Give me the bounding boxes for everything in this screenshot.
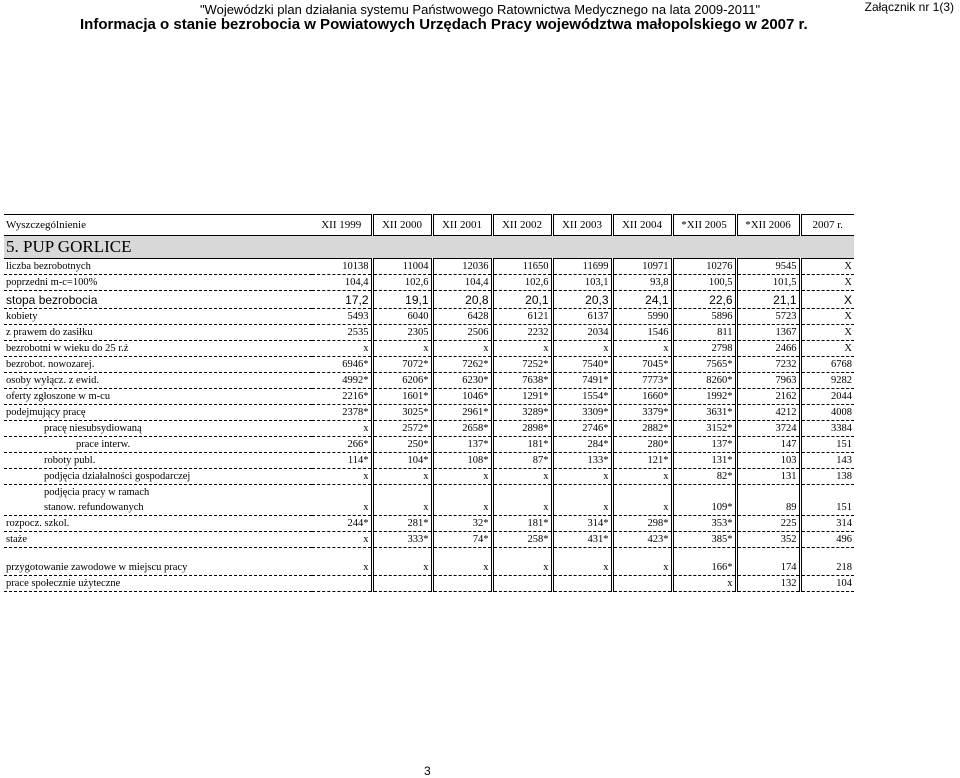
row-value: x xyxy=(552,500,612,516)
section-row xyxy=(4,236,854,259)
row-value: x xyxy=(312,341,372,357)
row-value: 109* xyxy=(672,500,736,516)
row-value: 6040 xyxy=(372,309,432,325)
row-value xyxy=(372,485,432,501)
row-value: 2305 xyxy=(372,325,432,341)
header-cell-2006: *XII 2006 xyxy=(736,215,800,236)
table-row xyxy=(4,309,854,325)
row-value: x xyxy=(372,469,432,485)
row-value xyxy=(312,485,372,501)
row-value: x xyxy=(492,560,552,576)
row-value: 7963 xyxy=(736,373,800,389)
document-title: Informacja o stanie bezrobocia w Powiatowych Urzędach Pracy województwa małopolskiego w 2007 r. xyxy=(80,16,808,33)
row-value: 103 xyxy=(736,453,800,469)
row-value: 104,4 xyxy=(432,275,492,291)
row-value: 1546 xyxy=(612,325,672,341)
row-value: 2034 xyxy=(552,325,612,341)
row-label: podjęcia pracy w ramach xyxy=(44,487,150,498)
row-value: x xyxy=(492,469,552,485)
row-value: x xyxy=(372,500,432,516)
row-value: 32* xyxy=(432,516,492,532)
row-value: 102,6 xyxy=(372,275,432,291)
row-value: x xyxy=(312,500,372,516)
row-value: 4008 xyxy=(800,405,854,421)
row-value: 298* xyxy=(612,516,672,532)
row-label: osoby wyłącz. z ewid. xyxy=(4,373,312,389)
row-value: 6768 xyxy=(800,357,854,373)
row-value: x xyxy=(552,560,612,576)
header-cell-2001: XII 2001 xyxy=(432,215,492,236)
row-value: 2378* xyxy=(312,405,372,421)
table-row xyxy=(4,389,854,405)
row-value: 10971 xyxy=(612,259,672,275)
row-value xyxy=(432,485,492,501)
row-label: podejmujący pracę xyxy=(4,405,312,421)
row-value xyxy=(432,576,492,592)
row-value: 131 xyxy=(736,469,800,485)
row-value: 3025* xyxy=(372,405,432,421)
row-value: 137* xyxy=(672,437,736,453)
row-value: 1291* xyxy=(492,389,552,405)
table-row xyxy=(4,357,854,373)
row-value: x xyxy=(552,341,612,357)
row-value: 24,1 xyxy=(612,291,672,309)
row-value: 181* xyxy=(492,516,552,532)
table-row xyxy=(4,325,854,341)
row-label: bezrobotni w wieku do 25 r.ż xyxy=(4,341,312,357)
row-value: X xyxy=(800,275,854,291)
row-value: 151 xyxy=(800,437,854,453)
row-value: x xyxy=(312,421,372,437)
row-value: X xyxy=(800,259,854,275)
table-row xyxy=(4,469,854,485)
row-value: 6428 xyxy=(432,309,492,325)
table-row xyxy=(4,548,854,561)
row-value xyxy=(492,548,552,561)
row-value: 174 xyxy=(736,560,800,576)
row-value: x xyxy=(372,560,432,576)
annex-label: Załącznik nr 1(3) xyxy=(864,0,954,14)
row-value xyxy=(612,485,672,501)
row-value: x xyxy=(672,576,736,592)
row-label: kobiety xyxy=(4,309,312,325)
header-cell-2005: *XII 2005 xyxy=(672,215,736,236)
row-value: 5493 xyxy=(312,309,372,325)
row-value: 11650 xyxy=(492,259,552,275)
row-value xyxy=(552,576,612,592)
row-value xyxy=(552,485,612,501)
header-cell-2003: XII 2003 xyxy=(552,215,612,236)
row-label: stanow. refundowanych xyxy=(4,500,312,516)
row-label xyxy=(4,548,312,561)
row-label: poprzedni m-c=100% xyxy=(4,275,312,291)
header-cell-2007: 2007 r. xyxy=(800,215,854,236)
row-value xyxy=(612,576,672,592)
row-value: 7262* xyxy=(432,357,492,373)
row-value: 6946* xyxy=(312,357,372,373)
row-value: 133* xyxy=(552,453,612,469)
table-row xyxy=(4,485,854,501)
row-label: stopa bezrobocia xyxy=(4,291,312,309)
row-value: 20,8 xyxy=(432,291,492,309)
row-value: 218 xyxy=(800,560,854,576)
row-value: 3289* xyxy=(492,405,552,421)
row-value: 6137 xyxy=(552,309,612,325)
row-value: 3724 xyxy=(736,421,800,437)
row-label: staże xyxy=(4,532,312,548)
row-value: X xyxy=(800,341,854,357)
row-value: x xyxy=(432,341,492,357)
row-value: 7565* xyxy=(672,357,736,373)
table-row xyxy=(4,291,854,309)
row-value: 2798 xyxy=(672,341,736,357)
row-value: 5896 xyxy=(672,309,736,325)
row-value: 333* xyxy=(372,532,432,548)
row-value: 2746* xyxy=(552,421,612,437)
row-value xyxy=(800,548,854,561)
row-value: 103,1 xyxy=(552,275,612,291)
table-header-row xyxy=(4,215,854,236)
row-value: 3309* xyxy=(552,405,612,421)
row-value: 811 xyxy=(672,325,736,341)
row-label: przygotowanie zawodowe w miejscu pracy xyxy=(4,560,312,576)
row-value: 431* xyxy=(552,532,612,548)
header-cell-2000: XII 2000 xyxy=(372,215,432,236)
row-value: 11699 xyxy=(552,259,612,275)
row-value: 2572* xyxy=(372,421,432,437)
row-value: 17,2 xyxy=(312,291,372,309)
header-cell-1999: XII 1999 xyxy=(312,215,372,236)
row-value: 101,5 xyxy=(736,275,800,291)
row-value: 7252* xyxy=(492,357,552,373)
header-cell-2004: XII 2004 xyxy=(612,215,672,236)
table-row xyxy=(4,275,854,291)
row-value: 3631* xyxy=(672,405,736,421)
row-value: 2658* xyxy=(432,421,492,437)
row-value: 102,6 xyxy=(492,275,552,291)
row-value: 5990 xyxy=(612,309,672,325)
row-value xyxy=(612,548,672,561)
row-value: 385* xyxy=(672,532,736,548)
row-value: 314 xyxy=(800,516,854,532)
row-value xyxy=(736,548,800,561)
section-title: 5. PUP GORLICE xyxy=(4,236,854,259)
row-value: 104* xyxy=(372,453,432,469)
row-value: 5723 xyxy=(736,309,800,325)
table-row xyxy=(4,421,854,437)
row-value: 2232 xyxy=(492,325,552,341)
table-row xyxy=(4,560,854,576)
row-value: 352 xyxy=(736,532,800,548)
row-value: 266* xyxy=(312,437,372,453)
row-value: x xyxy=(612,469,672,485)
header-cell-2002: XII 2002 xyxy=(492,215,552,236)
row-value: 7045* xyxy=(612,357,672,373)
row-value xyxy=(672,548,736,561)
row-value: 244* xyxy=(312,516,372,532)
table-row xyxy=(4,259,854,275)
row-label: roboty publ. xyxy=(4,453,312,469)
row-value: 1554* xyxy=(552,389,612,405)
table-row xyxy=(4,453,854,469)
row-value: 138 xyxy=(800,469,854,485)
page-number: 3 xyxy=(424,764,431,778)
row-label: bezrobot. nowozarej. xyxy=(4,357,312,373)
row-value: 20,1 xyxy=(492,291,552,309)
row-value xyxy=(672,485,736,501)
row-label: rozpocz. szkol. xyxy=(4,516,312,532)
row-value: x xyxy=(312,560,372,576)
row-label: prace społecznie użyteczne xyxy=(4,576,312,592)
row-value: 2466 xyxy=(736,341,800,357)
table-row xyxy=(4,500,854,516)
row-value: x xyxy=(552,469,612,485)
row-value: 4992* xyxy=(312,373,372,389)
row-value: 108* xyxy=(432,453,492,469)
row-value: 3152* xyxy=(672,421,736,437)
row-value: 74* xyxy=(432,532,492,548)
row-value: 19,1 xyxy=(372,291,432,309)
row-value: 1367 xyxy=(736,325,800,341)
row-value: 6206* xyxy=(372,373,432,389)
row-value: 7072* xyxy=(372,357,432,373)
row-value: 4212 xyxy=(736,405,800,421)
row-value: x xyxy=(432,560,492,576)
row-value: 6230* xyxy=(432,373,492,389)
row-value: 143 xyxy=(800,453,854,469)
row-value: x xyxy=(612,560,672,576)
row-value: 8260* xyxy=(672,373,736,389)
row-value: 166* xyxy=(672,560,736,576)
row-value: 147 xyxy=(736,437,800,453)
row-value xyxy=(736,485,800,501)
row-value: X xyxy=(800,309,854,325)
row-value: 22,6 xyxy=(672,291,736,309)
table-row xyxy=(4,341,854,357)
statistics-table xyxy=(4,214,854,592)
row-value: 21,1 xyxy=(736,291,800,309)
row-value: 1046* xyxy=(432,389,492,405)
row-value: 11004 xyxy=(372,259,432,275)
row-value xyxy=(492,576,552,592)
row-value: 132 xyxy=(736,576,800,592)
row-label: liczba bezrobotnych xyxy=(4,259,312,275)
row-value: 12036 xyxy=(432,259,492,275)
row-value xyxy=(492,485,552,501)
row-value: 89 xyxy=(736,500,800,516)
document-subtitle: "Wojewódzki plan działania systemu Państwowego Ratownictwa Medycznego na lata 2009-2011" xyxy=(199,2,761,17)
row-value: 6121 xyxy=(492,309,552,325)
row-value: 258* xyxy=(492,532,552,548)
row-value: 2882* xyxy=(612,421,672,437)
table-row xyxy=(4,532,854,548)
row-label: z prawem do zasiłku xyxy=(4,325,312,341)
row-value: 225 xyxy=(736,516,800,532)
table-row xyxy=(4,437,854,453)
row-value: 10276 xyxy=(672,259,736,275)
row-value: 82* xyxy=(672,469,736,485)
row-value xyxy=(312,576,372,592)
row-label: podjęcia działalności gospodarczej xyxy=(4,469,312,485)
row-value: x xyxy=(432,469,492,485)
row-value: 1992* xyxy=(672,389,736,405)
row-value xyxy=(800,485,854,501)
row-value: 20,3 xyxy=(552,291,612,309)
row-value: 151 xyxy=(800,500,854,516)
row-value: x xyxy=(612,500,672,516)
row-value: X xyxy=(800,291,854,309)
row-value: 7638* xyxy=(492,373,552,389)
row-value: 496 xyxy=(800,532,854,548)
row-value: 2535 xyxy=(312,325,372,341)
row-value xyxy=(552,548,612,561)
header-cell-label: Wyszczególnienie xyxy=(4,215,312,236)
row-value: 181* xyxy=(492,437,552,453)
row-value: 9282 xyxy=(800,373,854,389)
row-value xyxy=(372,576,432,592)
row-value xyxy=(312,548,372,561)
row-value: 353* xyxy=(672,516,736,532)
row-value: 2961* xyxy=(432,405,492,421)
row-value: 100,5 xyxy=(672,275,736,291)
row-value: 114* xyxy=(312,453,372,469)
row-value: 7491* xyxy=(552,373,612,389)
row-label: prace interw. xyxy=(4,437,312,453)
row-value: 10138 xyxy=(312,259,372,275)
row-value: 1601* xyxy=(372,389,432,405)
table-row xyxy=(4,373,854,389)
table-row xyxy=(4,576,854,592)
row-value: 7773* xyxy=(612,373,672,389)
row-value: 281* xyxy=(372,516,432,532)
row-value: x xyxy=(612,341,672,357)
row-value: 423* xyxy=(612,532,672,548)
row-value: 121* xyxy=(612,453,672,469)
row-value: x xyxy=(432,500,492,516)
row-value: 9545 xyxy=(736,259,800,275)
row-value: x xyxy=(492,341,552,357)
row-value: 1660* xyxy=(612,389,672,405)
row-value: X xyxy=(800,325,854,341)
row-label: oferty zgłoszone w m-cu xyxy=(4,389,312,405)
row-value: 314* xyxy=(552,516,612,532)
row-value: x xyxy=(372,341,432,357)
table-row xyxy=(4,405,854,421)
row-value: x xyxy=(492,500,552,516)
row-value: 2162 xyxy=(736,389,800,405)
row-value: 137* xyxy=(432,437,492,453)
row-value: 280* xyxy=(612,437,672,453)
row-value: 2044 xyxy=(800,389,854,405)
row-value: 284* xyxy=(552,437,612,453)
table-row xyxy=(4,516,854,532)
row-value: x xyxy=(312,469,372,485)
row-value: 131* xyxy=(672,453,736,469)
row-value: 2898* xyxy=(492,421,552,437)
row-value xyxy=(372,548,432,561)
row-value: 87* xyxy=(492,453,552,469)
row-value: 104,4 xyxy=(312,275,372,291)
row-value: 104 xyxy=(800,576,854,592)
row-value xyxy=(432,548,492,561)
row-value: 2506 xyxy=(432,325,492,341)
row-value: 3379* xyxy=(612,405,672,421)
row-value: x xyxy=(312,532,372,548)
row-value: 7540* xyxy=(552,357,612,373)
row-label: pracę niesubsydiowaną xyxy=(4,421,312,437)
row-value: 250* xyxy=(372,437,432,453)
row-value: 7232 xyxy=(736,357,800,373)
row-value: 3384 xyxy=(800,421,854,437)
row-value: 2216* xyxy=(312,389,372,405)
row-value: 93,8 xyxy=(612,275,672,291)
